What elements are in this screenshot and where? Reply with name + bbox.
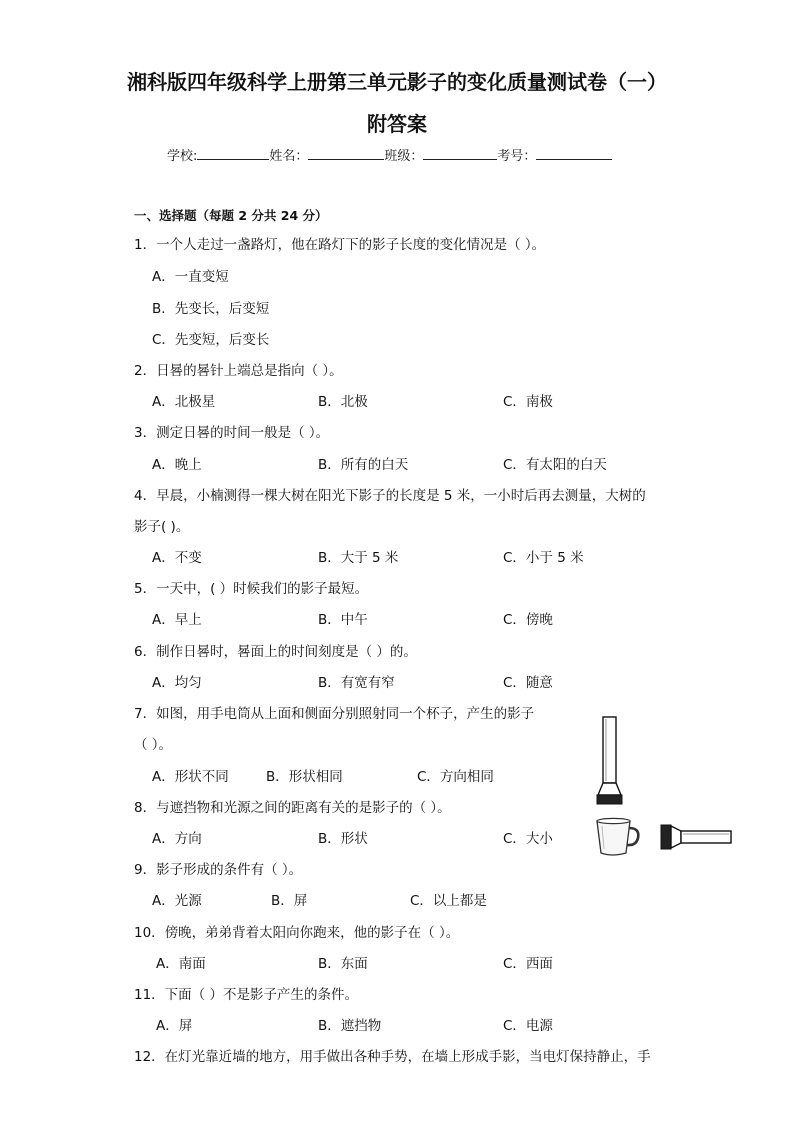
class-blank	[423, 145, 497, 160]
exam-no-blank	[536, 145, 612, 160]
school-label: 学校:	[167, 149, 198, 164]
school-blank	[197, 145, 269, 160]
question-4-stem-line2: 影子( )。	[134, 519, 190, 535]
question-7-stem: 7．如图，用手电筒从上面和侧面分别照射同一个杯子，产生的影子	[134, 706, 535, 722]
question-4-option-b: B．大于 5 米	[318, 550, 399, 566]
question-6-option-c: C．随意	[503, 675, 553, 691]
name-label: 姓名：	[269, 149, 309, 164]
question-9-option-b: B．屏	[271, 893, 308, 909]
question-9-stem: 9．影子形成的条件有（ ）。	[134, 862, 303, 878]
question-9-option-a: A．光源	[152, 893, 202, 909]
question-10-option-b: B．东面	[318, 956, 368, 972]
question-5-option-a: A．早上	[152, 612, 202, 628]
question-11-option-b: B．遮挡物	[318, 1018, 382, 1034]
question-3-option-a: A．晚上	[152, 457, 202, 473]
exam-no-label: 考号：	[497, 149, 537, 164]
question-7-option-b: B．形状相同	[266, 769, 343, 785]
question-11-option-a: A．屏	[156, 1018, 193, 1034]
question-10-option-a: A．南面	[156, 956, 206, 972]
question-2-option-a: A．北极星	[152, 394, 216, 410]
question-11-option-c: C．电源	[503, 1018, 553, 1034]
flashlight-top-icon	[594, 715, 626, 817]
section-heading: 一、选择题（每题 2 分共 24 分）	[134, 208, 328, 223]
question-10-option-c: C．西面	[503, 956, 553, 972]
question-4-stem: 4．早晨，小楠测得一棵大树在阳光下影子的长度是 5 米，一小时后再去测量，大树的	[134, 488, 646, 504]
cup-icon	[592, 817, 644, 859]
question-4-option-c: C．小于 5 米	[503, 550, 584, 566]
question-7-option-c: C．方向相同	[417, 769, 494, 785]
question-7-option-a: A．形状不同	[152, 769, 229, 785]
question-6-stem: 6．制作日晷时，晷面上的时间刻度是（ ）的。	[134, 644, 417, 660]
question-3-option-b: B．所有的白天	[318, 457, 409, 473]
class-label: 班级：	[384, 149, 424, 164]
question-1-option-a: A．一直变短	[152, 269, 229, 285]
question-5-option-c: C．傍晚	[503, 612, 553, 628]
name-blank	[308, 145, 384, 160]
question-10-stem: 10．傍晚，弟弟背着太阳向你跑来，他的影子在（ ）。	[134, 925, 460, 941]
question-3-stem: 3．测定日晷的时间一般是（ ）。	[134, 425, 330, 441]
question-11-stem: 11．下面（ ）不是影子产生的条件。	[134, 987, 358, 1003]
question-5-stem: 5．一天中，( ）时候我们的影子最短。	[134, 581, 369, 597]
question-8-option-c: C．大小	[503, 831, 553, 847]
question-6-option-a: A．均匀	[152, 675, 202, 691]
exam-title-line1: 湘科版四年级科学上册第三单元影子的变化质量测试卷（一）	[127, 70, 667, 94]
question-4-option-a: A．不变	[152, 550, 202, 566]
question-2-option-b: B．北极	[318, 394, 368, 410]
question-8-stem: 8．与遮挡物和光源之间的距离有关的是影子的（ ）。	[134, 800, 451, 816]
exam-title-line2: 附答案	[367, 112, 427, 136]
question-2-stem: 2．日晷的晷针上端总是指向（ ）。	[134, 363, 343, 379]
question-1-stem: 1．一个人走过一盏路灯，他在路灯下的影子长度的变化情况是（ ）。	[134, 237, 546, 253]
question-8-option-a: A．方向	[152, 831, 202, 847]
student-info-row	[167, 145, 612, 164]
question-9-option-c: C．以上都是	[410, 893, 487, 909]
question-1-option-c: C．先变短，后变长	[152, 332, 270, 348]
flashlight-side-icon	[658, 822, 734, 852]
question-1-option-b: B．先变长，后变短	[152, 301, 270, 317]
question-6-option-b: B．有宽有窄	[318, 675, 395, 691]
question-5-option-b: B．中午	[318, 612, 368, 628]
question-7-stem-line2: （ ）。	[134, 737, 173, 753]
question-8-option-b: B．形状	[318, 831, 368, 847]
question-3-option-c: C．有太阳的白天	[503, 457, 607, 473]
question-2-option-c: C．南极	[503, 394, 553, 410]
question-12-stem: 12．在灯光靠近墙的地方，用手做出各种手势，在墙上形成手影，当电灯保持静止，手	[134, 1049, 651, 1065]
